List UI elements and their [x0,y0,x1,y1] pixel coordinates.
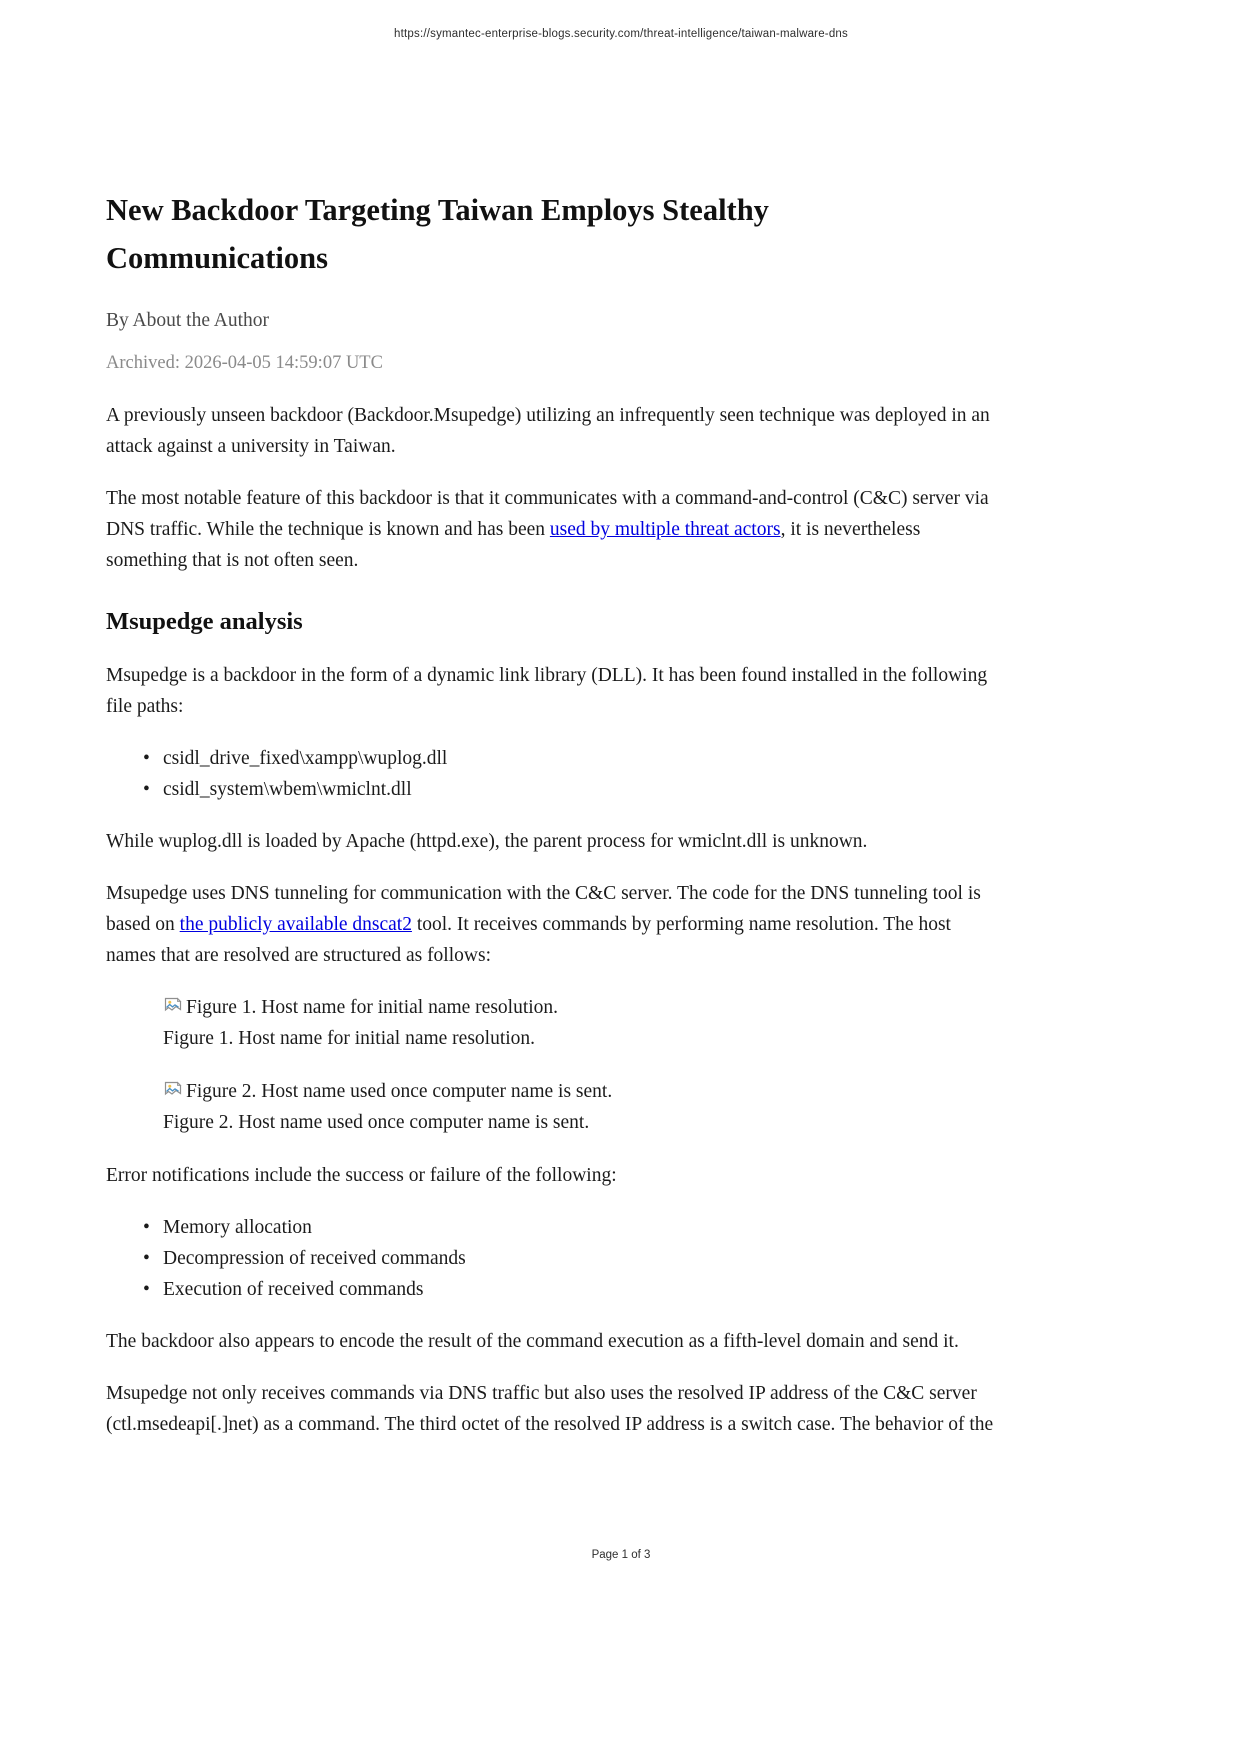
figure-2-alt-line [163,1076,998,1107]
figure-1-caption: Figure 1. Host name for initial name resolution. [163,1028,536,1049]
analysis-paragraph-2: While wuplog.dll is loaded by Apache (httpd.exe), the parent process for wmiclnt.dll is unknown. [106,831,868,852]
figure-alt-text: Figure 2. Host name used once computer name is sent. [186,1081,613,1102]
analysis-paragraph-1: Msupedge is a backdoor in the form of a dynamic link library (DLL). It has been found installed in the following file paths: [106,665,988,717]
closing-paragraph-2: Msupedge not only receives commands via DNS traffic but also uses the resolved IP address of the C&C server (ctl.msedeapi[.]net) as a command. The third octet of the resolved IP address is a switch case. The behavior of the [106,1383,994,1435]
paragraph-text: Msupedge uses DNS tunneling for communication with the C&C server. The code for the DNS tunneling tool is based on [106,883,981,935]
list-item: • Memory allocation [143,1212,998,1243]
closing-paragraph-1: The backdoor also appears to encode the result of the command execution as a fifth-level domain and send it. [106,1331,959,1352]
paragraph-text: tool. It receives commands by performing name resolution. The host names that are resolved are structured as follows: [106,914,951,966]
article-body [106,186,998,1461]
page-title: New Backdoor Targeting Taiwan Employs Stealthy Communications [106,193,769,275]
figure-alt-text: Figure 1. Host name for initial name resolution. [186,997,559,1018]
broken-image-icon [163,996,183,1016]
link-threat-actors[interactable]: used by multiple threat actors [549,519,781,540]
broken-image-icon [163,1080,183,1100]
intro-paragraph-1: A previously unseen backdoor (Backdoor.Msupedge) utilizing an infrequently seen technique was deployed in an attack against a university in Taiwan. [106,405,990,457]
error-notification-list [106,1212,998,1305]
figure-1-alt-line [163,992,998,1023]
figure-1 [163,992,998,1054]
list-item: • Decompression of received commands [143,1243,998,1274]
intro-paragraph-2 [106,483,998,576]
list-item: • Execution of received commands [143,1274,998,1305]
figure-2 [163,1076,998,1138]
section-heading-msupedge-analysis: Msupedge analysis [106,608,303,635]
errors-intro-paragraph: Error notifications include the success or failure of the following: [106,1165,617,1186]
link-dnscat2[interactable]: the publicly available dnscat2 [179,914,412,935]
list-item: • csidl_system\wbem\wmiclnt.dll [143,774,998,805]
paragraph-text: The most notable feature of this backdoor is that it communicates with a command-and-control (C&C) server via DNS traffic. While the technique is known and has been [106,488,989,540]
page-number: Page 1 of 3 [591,1549,651,1561]
file-path-list [106,743,998,805]
analysis-paragraph-3 [106,878,998,971]
page-url: https://symantec-enterprise-blogs.security.com/threat-intelligence/taiwan-malware-dns [394,28,848,40]
figure-2-caption: Figure 2. Host name used once computer name is sent. [163,1112,590,1133]
paragraph-text: , it is nevertheless something that is not often seen. [106,519,921,571]
list-item: • csidl_drive_fixed\xampp\wuplog.dll [143,743,998,774]
archived-timestamp: Archived: 2026-04-05 14:59:07 UTC [106,353,383,373]
byline: By About the Author [106,310,270,331]
